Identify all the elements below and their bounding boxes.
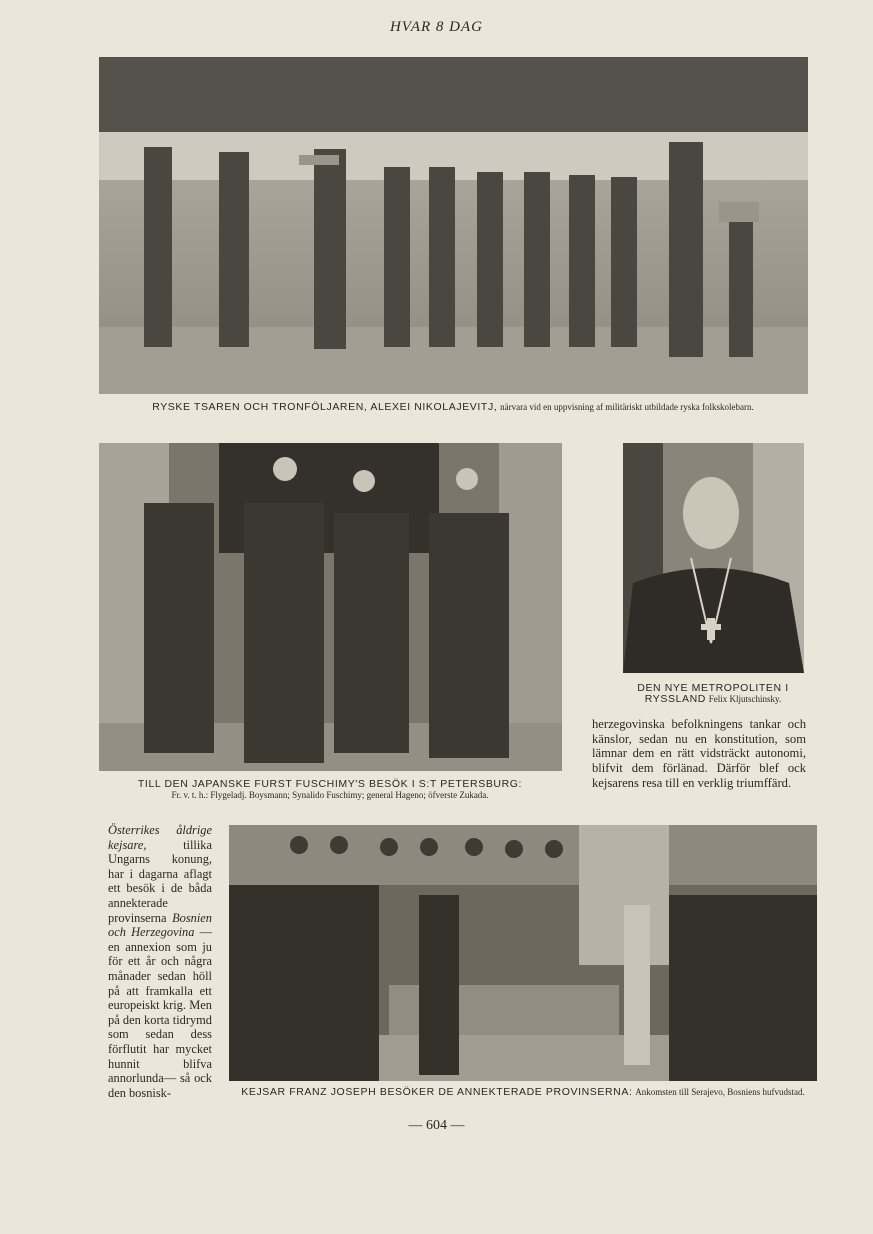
caption-metropolitan [618,683,808,705]
caption-franz-joseph [232,1087,814,1098]
left-text-part2: — en annexion som ju för ett år och några månader sedan höll på att framkalla ett europeiskt krig. Men på den korta tidrymd som sedan dess förflutit har mycket hunnit blifva annorlunda— så ock den bosnisk- [108,925,212,1100]
caption-tsar-parade-text: närvara vid en uppvisning af militäriskt utbildade ryska folkskolebarn. [500,402,754,412]
caption-tsar-parade [100,402,806,413]
photo-tsar-parade [99,57,808,394]
left-text-intro: Österrikes åldrige kejsare, [108,823,212,852]
right-column-text: herzegovinska befolkningens tankar och känslor, sedan nu en konstitution, som lämnar dem en rätt vidsträckt autonomi, blifvit dem förlänad. Därför blef ock kejsarens resa till en verklig triumffärd. [592,717,806,790]
page-number: — 604 — [408,1118,465,1133]
photo-franz-joseph [229,825,817,1081]
caption-japanese-visit-title: TILL DEN JAPANSKE FURST FUSCHIMY'S BESÖK I S:T PETERSBURG: [137,778,523,790]
caption-metropolitan-text: Felix Kljutschinsky. [708,694,782,704]
caption-metropolitan-title: DEN NYE METROPOLITEN I RYSSLAND [637,682,789,705]
left-column-text [108,823,212,1100]
caption-tsar-parade-title: RYSKE TSAREN OCH TRONFÖLJAREN, ALEXEI NIKOLAJEVITJ, [152,401,498,413]
left-text-part1: tillika Ungarns konung, har i dagarna aflagt ett besök i de båda annekterade provinserna [108,837,212,925]
caption-japanese-visit [100,779,560,801]
page-header: HVAR 8 DAG [389,19,484,35]
left-text-italic2: Bosnien och Herzegovina [108,910,212,940]
caption-japanese-visit-text: Fr. v. t. h.: Flygeladj. Boysmann; Synalido Fuschimy; general Hageno; öfverste Zukada. [171,790,489,800]
photo-metropolitan [623,443,804,673]
caption-franz-joseph-title: KEJSAR FRANZ JOSEPH BESÖKER DE ANNEKTERADE PROVINSERNA: [241,1086,633,1098]
caption-franz-joseph-text: Ankomsten till Serajevo, Bosniens hufvudstad. [635,1087,805,1097]
photo-japanese-visit [99,443,562,771]
